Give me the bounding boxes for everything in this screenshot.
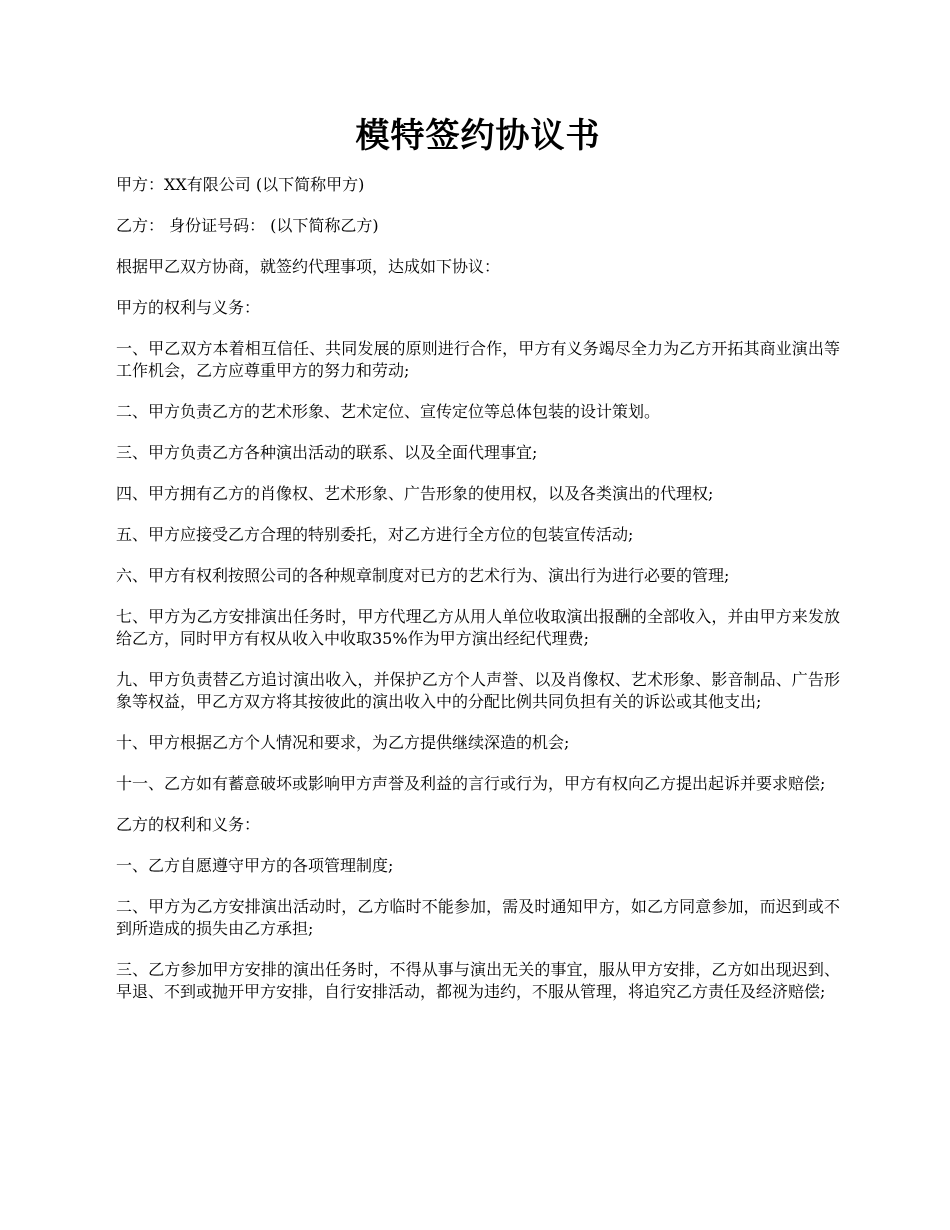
party-a-clause-11: 十一、乙方如有蓄意破坏或影响甲方声誉及利益的言行或行为，甲方有权向乙方提出起诉并要求赔偿; bbox=[116, 774, 826, 793]
document-title: 模特签约协议书 bbox=[355, 116, 601, 156]
party-b-clause-3: 三、乙方参加甲方安排的演出任务时，不得从事与演出无关的事宜，服从甲方安排，乙方如出现迟到、早退、不到或抛开甲方安排，自行安排活动，都视为违约，不服从管理，将追究乙方责任及经济赔偿; bbox=[116, 960, 840, 1001]
party-b-rights-heading: 乙方的权利和义务： bbox=[116, 815, 261, 834]
party-a-line: 甲方：XX有限公司 (以下简称甲方) bbox=[116, 175, 365, 194]
party-a-clause-4: 四、甲方拥有乙方的肖像权、艺术形象、广告形象的使用权，以及各类演出的代理权; bbox=[116, 484, 714, 503]
party-a-clause-1: 一、甲乙双方本着相互信任、共同发展的原则进行合作，甲方有义务竭尽全力为乙方开拓其商业演出等工作机会，乙方应尊重甲方的努力和劳动; bbox=[116, 339, 840, 380]
agreement-intro: 根据甲乙双方协商，就签约代理事项，达成如下协议： bbox=[116, 257, 501, 276]
party-a-clause-10: 十、甲方根据乙方个人情况和要求，为乙方提供继续深造的机会; bbox=[116, 733, 570, 752]
party-a-clause-7: 七、甲方为乙方安排演出任务时，甲方代理乙方从用人单位收取演出报酬的全部收入，并由甲方来发放给乙方，同时甲方有权从收入中收取35%作为甲方演出经纪代理费; bbox=[116, 607, 840, 648]
party-a-clause-5: 五、甲方应接受乙方合理的特别委托，对乙方进行全方位的包装宣传活动; bbox=[116, 525, 634, 544]
party-b-line: 乙方： 身份证号码： (以下简称乙方) bbox=[116, 216, 379, 235]
party-b-clause-2: 二、甲方为乙方安排演出活动时，乙方临时不能参加，需及时通知甲方，如乙方同意参加，而迟到或不到所造成的损失由乙方承担; bbox=[116, 897, 840, 938]
party-a-clause-2: 二、甲方负责乙方的艺术形象、艺术定位、宣传定位等总体包装的设计策划。 bbox=[116, 402, 661, 421]
party-a-clause-3: 三、甲方负责乙方各种演出活动的联系、以及全面代理事宜; bbox=[116, 443, 538, 462]
party-a-clause-9: 九、甲方负责替乙方追讨演出收入，并保护乙方个人声誉、以及肖像权、艺术形象、影音制品、广告形象等权益，甲乙方双方将其按彼此的演出收入中的分配比例共同负担有关的诉讼或其他支出; bbox=[116, 670, 840, 711]
party-a-clause-6: 六、甲方有权利按照公司的各种规章制度对已方的艺术行为、演出行为进行必要的管理; bbox=[116, 566, 730, 585]
party-a-rights-heading: 甲方的权利与义务： bbox=[116, 298, 261, 317]
party-b-clause-1: 一、乙方自愿遵守甲方的各项管理制度; bbox=[116, 856, 394, 875]
